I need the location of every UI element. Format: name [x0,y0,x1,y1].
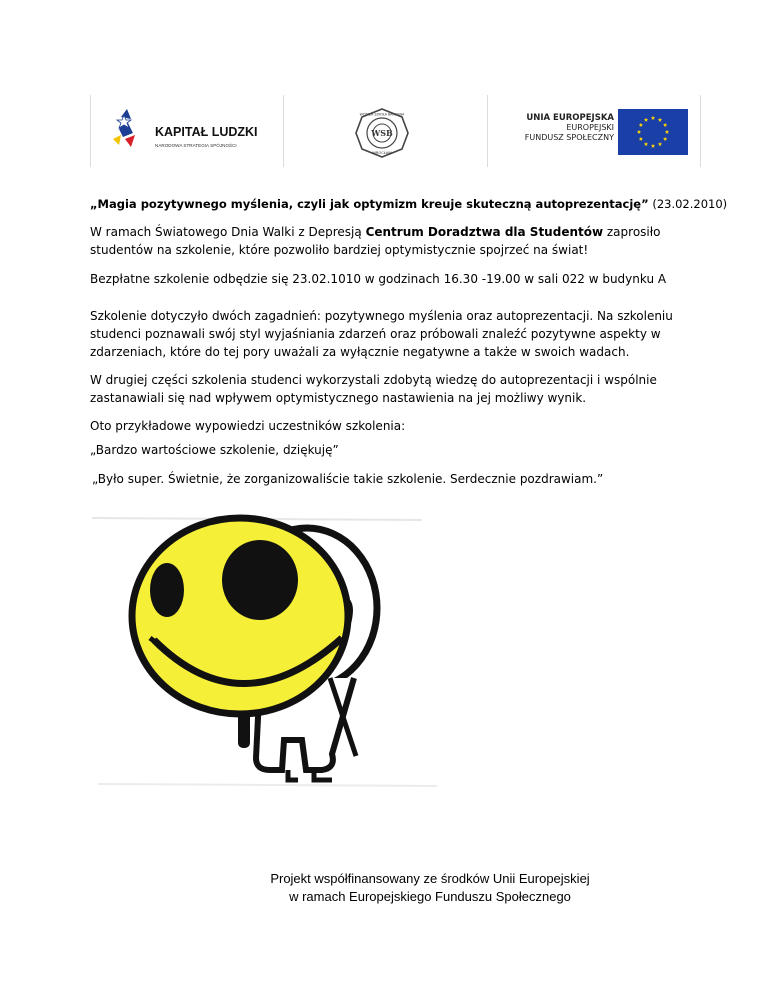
article-paragraph-schedule: Bezpłatne szkolenie odbędzie się 23.02.1010 w godzinach 16.30 -19.00 w sali 022 w budynku A [90,272,667,286]
intro-text-start: W ramach Światowego Dnia Walki z Depresją [90,225,366,239]
intro-text-end: zaprosiło studentów na szkolenie, które pozwoliło bardziej optymistycznie spojrzeć na świat! [90,225,661,257]
kapital-ludzki-name: KAPITAŁ LUDZKI [155,125,258,139]
participant-quote-2: „Było super. Świetnie, że zorganizowaliście takie szkolenie. Serdecznie pozdrawiam.” [92,472,604,486]
eu-logo [487,95,701,167]
article-paragraph-second-part: W drugiej części szkolenia studenci wykorzystali zdobytą wiedzę do autoprezentacji i wspólnie zastanawiali się nad wpływem optymistycznego nastawienia na jej możliwy wynik. [90,373,657,405]
wsb-seal-initials: WSB [371,128,393,138]
smiley-left-eye [150,563,184,617]
kapital-ludzki-emblem [91,95,283,167]
wsb-seal-city: WROCŁAW [372,151,392,155]
article-title-text: „Magia pozytywnego myślenia, czyli jak optymizm kreuje skuteczną autoprezentację” [90,197,649,211]
footer-line-1: Projekt współfinansowany ze środków Unii Europejskiej [270,871,590,886]
smiley-right-eye [222,540,298,620]
wsb-seal [352,107,412,159]
article-title-date: (23.02.2010) [652,197,728,211]
eu-line-3: FUNDUSZ SPOŁECZNY [524,133,614,142]
article-paragraph-quotes-intro: Oto przykładowe wypowiedzi uczestników szkolenia: [90,419,406,433]
wsb-seal-logo [352,107,412,159]
article-paragraph-intro [90,223,690,259]
article-paragraph-topics: Szkolenie dotyczyło dwóch zagadnień: pozytywnego myślenia oraz autoprezentacji. Na szkoleniu studenci poznawali swój styl wyjaśniania zdarzeń oraz próbowali znaleźć pozytywne aspekty w zdarzeniach, które do tej pory uważali za wyłącznie negatywne a także w swoich wadach. [90,309,673,359]
smiley-mask-drawing [92,508,442,790]
eu-line-2: EUROPEJSKI [566,123,614,132]
footer-line-2: w ramach Europejskiego Funduszu Społecznego [289,889,571,904]
kapital-ludzki-logo [90,95,284,167]
article-title [90,195,727,213]
smiley-mask-illustration [92,508,442,790]
funding-footer [250,870,610,906]
eu-flag-icon [618,109,688,155]
intro-organizer: Centrum Doradztwa dla Studentów [365,225,604,239]
eu-line-1: UNIA EUROPEJSKA [526,113,614,123]
logo-bar [90,95,700,167]
participant-quote-1: „Bardzo wartościowe szkolenie, dziękuję” [90,443,339,457]
eu-logo-text [525,113,614,143]
wsb-seal-ring-text: WYŻSZA SZKOŁA BANKOWA [359,112,405,117]
kapital-ludzki-tagline: NARODOWA STRATEGIA SPÓJNOŚCI [155,143,237,148]
